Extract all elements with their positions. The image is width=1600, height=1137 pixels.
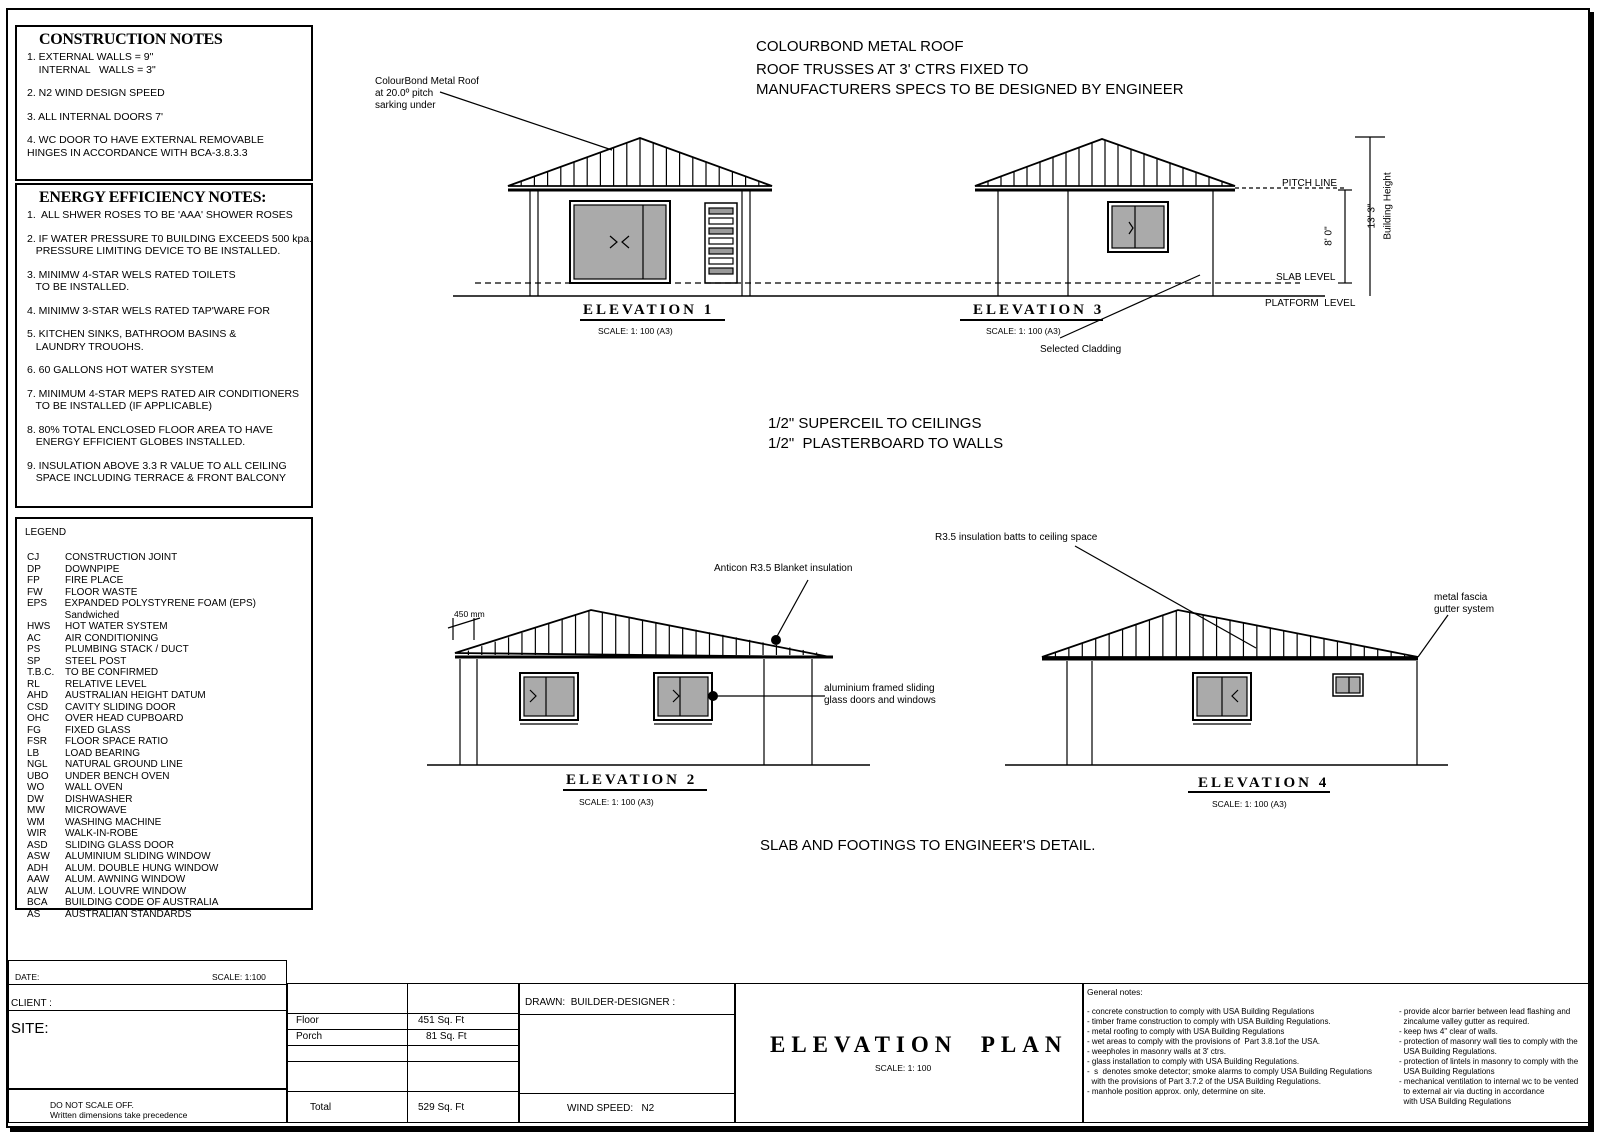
energy-note: 9. INSULATION ABOVE 3.3 R VALUE TO ALL CEILING SPACE INCLUDING TERRACE & FRONT BALCONY xyxy=(27,459,287,484)
elevation-4-drawing xyxy=(1005,546,1448,765)
legend-abbr: MW xyxy=(27,805,45,816)
energy-note: 4. MINIMW 3-STAR WELS RATED TAP'WARE FOR xyxy=(27,304,270,317)
legend-abbr: DP xyxy=(27,563,41,575)
fascia-label: metal fascia gutter system xyxy=(1434,592,1495,615)
general-notes-left: - concrete construction to comply with USA Building Regulations - timber frame construction to comply with USA Building Regulations. - metal roofing to comply with USA Building Regulations - wet areas to comply with the provisions of Part 3.8.1of the USA. - weepholes in masonry walls at 3' ctrs. - glass installation to comply with USA Building Regulations. - s denotes smoke detector; smoke alarms to comply USA Building Regulations with the provisions of Part 3.7.2 of the USA Building Regulations. - manhole position approx. only, determine on site. xyxy=(1087,1007,1373,1096)
legend-abbr: EPS xyxy=(27,598,48,609)
legend-meaning: ALUM. AWNING WINDOW xyxy=(65,874,186,885)
legend-abbr: AAW xyxy=(27,874,50,885)
construction-note: 1. EXTERNAL WALLS = 9" INTERNAL WALLS = 3" xyxy=(27,51,156,76)
pitch-line-label: PITCH LINE xyxy=(1282,178,1338,189)
legend-meaning: MICROWAVE xyxy=(65,805,127,816)
plan-scale: SCALE: 1: 100 xyxy=(875,1063,932,1073)
legend-abbr: ALW xyxy=(27,885,48,897)
elevation-1-drawing xyxy=(453,138,1325,296)
legend-meaning: PLUMBING STACK / DUCT xyxy=(65,644,189,655)
energy-note: 1. ALL SHWER ROSES TO BE 'AAA' SHOWER ROSES xyxy=(27,209,293,221)
legend-abbr: AC xyxy=(27,632,41,644)
elevation-1-scale: SCALE: 1: 100 (A3) xyxy=(598,326,673,336)
legend-meaning: SLIDING GLASS DOOR xyxy=(65,839,174,851)
area-row-line-1 xyxy=(287,1013,519,1014)
legend-abbr: AHD xyxy=(27,690,49,701)
legend-meaning: FLOOR WASTE xyxy=(65,586,138,598)
legend-abbr: ASW xyxy=(27,851,50,862)
legend-abbr: UBO xyxy=(27,770,49,782)
construction-note: 3. ALL INTERNAL DOORS 7' xyxy=(27,110,164,123)
roof-callout: ColourBond Metal Roof at 20.0º pitch sarking under xyxy=(375,76,479,111)
general-notes-title: General notes: xyxy=(1087,987,1143,997)
legend-title: LEGEND xyxy=(25,527,67,538)
legend-abbr: WO xyxy=(27,782,45,793)
dim-450mm: 450 mm xyxy=(454,609,485,619)
door-slat xyxy=(709,238,733,244)
door-slat xyxy=(709,268,733,274)
legend-meaning: ALUMINIUM SLIDING WINDOW xyxy=(65,851,211,862)
legend-abbr: FG xyxy=(27,724,41,736)
area-porch-value: 81 Sq. Ft xyxy=(426,1031,467,1042)
energy-notes-title: ENERGY EFFICIENCY NOTES: xyxy=(39,189,267,206)
energy-note: 7. MINIMUM 4-STAR MEPS RATED AIR CONDITIONERS TO BE INSTALLED (IF APPLICABLE) xyxy=(27,387,300,412)
legend-meaning: AIR CONDITIONING xyxy=(65,632,159,644)
roof-line2: ROOF TRUSSES AT 3' CTRS FIXED TO MANUFACTURERS SPECS TO BE DESIGNED BY ENGINEER xyxy=(756,61,1184,98)
blanket-insulation-label: Anticon R3.5 Blanket insulation xyxy=(714,563,853,574)
legend-meaning: LOAD BEARING xyxy=(65,747,141,759)
door-slat xyxy=(709,228,733,234)
legend-meaning: AUSTRALIAN STANDARDS xyxy=(65,908,192,920)
legend-abbr: FW xyxy=(27,586,43,598)
legend-meaning: UNDER BENCH OVEN xyxy=(65,770,170,782)
legend-meaning: FLOOR SPACE RATIO xyxy=(65,736,168,747)
legend-meaning: WASHING MACHINE xyxy=(65,816,162,828)
area-row-line-3 xyxy=(287,1045,519,1046)
legend-abbr: FSR xyxy=(27,736,47,747)
wind-speed-label: WIND SPEED: N2 xyxy=(567,1103,655,1114)
legend-meaning: CAVITY SLIDING DOOR xyxy=(65,701,176,713)
legend-abbr: NGL xyxy=(27,759,48,770)
legend-meaning: CONSTRUCTION JOINT xyxy=(65,552,178,563)
legend-meaning: WALK-IN-ROBE xyxy=(65,828,138,839)
area-total-label: Total xyxy=(310,1102,332,1113)
scale-label: SCALE: 1:100 xyxy=(212,972,266,982)
dim-13ft: 13' 3" xyxy=(1366,203,1378,229)
area-row-line-4 xyxy=(287,1061,519,1062)
legend-meaning: DOWNPIPE xyxy=(65,563,120,575)
elevation-2-drawing xyxy=(427,580,870,765)
legend-abbr: CSD xyxy=(27,701,49,713)
legend-abbr: PS xyxy=(27,644,41,655)
slab-level-label: SLAB LEVEL xyxy=(1276,272,1336,283)
platform-level-label: PLATFORM LEVEL xyxy=(1265,298,1356,309)
legend-abbr: HWS xyxy=(27,621,51,632)
elevation-2-title: ELEVATION 2 xyxy=(566,772,698,788)
selected-cladding-label: Selected Cladding xyxy=(1040,344,1122,355)
legend-abbr: DW xyxy=(27,793,44,805)
drawn-divider xyxy=(519,1014,735,1015)
legend-meaning: TO BE CONFIRMED xyxy=(65,667,159,678)
legend-abbr: FP xyxy=(27,575,40,586)
area-row-line-5 xyxy=(287,1091,519,1092)
energy-note: 5. KITCHEN SINKS, BATHROOM BASINS & LAUNDRY TROUOHS. xyxy=(27,328,237,353)
legend-meaning: OVER HEAD CUPBOARD xyxy=(65,713,184,724)
legend-meaning: DISHWASHER xyxy=(65,793,133,805)
elevation-3-scale: SCALE: 1: 100 (A3) xyxy=(986,326,1061,336)
slab-note: SLAB AND FOOTINGS TO ENGINEER'S DETAIL. xyxy=(760,837,1096,854)
legend-meaning: STEEL POST xyxy=(65,655,127,667)
legend-meaning: WALL OVEN xyxy=(65,782,123,793)
legend-abbr: ASD xyxy=(27,839,48,851)
legend-abbr: CJ xyxy=(27,552,40,563)
legend-meaning: FIXED GLASS xyxy=(65,724,131,736)
area-floor-label: Floor xyxy=(296,1015,319,1026)
energy-note: 8. 80% TOTAL ENCLOSED FLOOR AREA TO HAVE ENERGY EFFICIENT GLOBES INSTALLED. xyxy=(27,423,273,448)
energy-note: 6. 60 GALLONS HOT WATER SYSTEM xyxy=(27,364,214,376)
door-slat xyxy=(709,258,733,264)
client-label: CLIENT : xyxy=(11,998,52,1009)
elevation-4-title: ELEVATION 4 xyxy=(1198,775,1330,791)
legend-meaning: RELATIVE LEVEL xyxy=(65,678,147,690)
site-label: SITE: xyxy=(11,1020,49,1037)
legend-meaning: EXPANDED POLYSTYRENE FOAM (EPS) Sandwiched xyxy=(64,598,256,621)
energy-note: 3. MINIMW 4-STAR WELS RATED TOILETS TO BE INSTALLED. xyxy=(27,268,236,293)
area-row-line-2 xyxy=(287,1029,519,1030)
elevation-3-title: ELEVATION 3 xyxy=(973,302,1105,318)
legend-meaning: FIRE PLACE xyxy=(65,575,124,586)
area-porch-label: Porch xyxy=(296,1031,323,1042)
general-notes-right: - provide alcor barrier between lead flashing and zincalume valley gutter as required. - keep hws 4" clear of walls. - protection of masonry wall ties to comply with the USA Building Regulations. - protection of lintels in masonry to comply with the USA Building Regulations - mechanical ventilation to internal wc to be vented to external air via ducting in accordance with USA Building Regulations xyxy=(1399,1007,1579,1106)
energy-note: 2. IF WATER PRESSURE T0 BUILDING EXCEEDS 500 kpa. PRESSURE LIMITING DEVICE TO BE INSTALLED. xyxy=(27,232,313,257)
legend-abbr: LB xyxy=(27,747,40,759)
plan-title: ELEVATION PLAN xyxy=(770,1032,1068,1057)
legend-abbr: OHC xyxy=(27,713,50,724)
legend-meaning: ALUM. LOUVRE WINDOW xyxy=(65,885,187,897)
legend-meaning: ALUM. DOUBLE HUNG WINDOW xyxy=(65,862,219,874)
do-not-scale-note: DO NOT SCALE OFF. Written dimensions take precedence xyxy=(50,1100,188,1120)
dim-8ft: 8' 0" xyxy=(1323,226,1335,246)
construction-note: 2. N2 WIND DESIGN SPEED xyxy=(27,87,165,99)
building-height-label: Building Height xyxy=(1382,172,1394,240)
aluminium-label: aluminium framed sliding glass doors and windows xyxy=(824,683,936,706)
legend-abbr: RL xyxy=(27,678,40,690)
legend-abbr: SP xyxy=(27,655,41,667)
construction-notes-title: CONSTRUCTION NOTES xyxy=(39,31,223,48)
legend-abbr: WM xyxy=(27,816,45,828)
wind-divider xyxy=(519,1093,735,1094)
elevation-1-title: ELEVATION 1 xyxy=(583,302,715,318)
roof-line1: COLOURBOND METAL ROOF xyxy=(756,38,964,55)
area-col-divider xyxy=(407,983,408,1123)
legend-meaning: NATURAL GROUND LINE xyxy=(65,759,183,770)
construction-note: 4. WC DOOR TO HAVE EXTERNAL REMOVABLE HINGES IN ACCORDANCE WITH BCA-3.8.3.3 xyxy=(27,134,264,159)
area-total-value: 529 Sq. Ft xyxy=(418,1102,465,1113)
legend-meaning: AUSTRALIAN HEIGHT DATUM xyxy=(65,690,206,701)
legend-abbr: AS xyxy=(27,908,41,920)
date-label: DATE: xyxy=(15,972,40,982)
door-slat xyxy=(709,248,733,254)
drawn-label: DRAWN: BUILDER-DESIGNER : xyxy=(525,997,676,1008)
legend-abbr: BCA xyxy=(27,897,48,908)
r35-batts-label: R3.5 insulation batts to ceiling space xyxy=(935,532,1098,543)
area-floor-value: 451 Sq. Ft xyxy=(418,1015,465,1026)
legend-abbr: ADH xyxy=(27,862,49,874)
door-slat xyxy=(709,218,733,224)
elevation-4-scale: SCALE: 1: 100 (A3) xyxy=(1212,799,1287,809)
legend-meaning: HOT WATER SYSTEM xyxy=(65,621,168,632)
legend-meaning: BUILDING CODE OF AUSTRALIA xyxy=(65,897,219,908)
legend-abbr: T.B.C. xyxy=(27,667,55,678)
ceiling-note: 1/2" SUPERCEIL TO CEILINGS 1/2" PLASTERBOARD TO WALLS xyxy=(768,415,1004,452)
elevation-2-scale: SCALE: 1: 100 (A3) xyxy=(579,797,654,807)
door-slat xyxy=(709,208,733,214)
legend-abbr: WIR xyxy=(27,828,47,839)
